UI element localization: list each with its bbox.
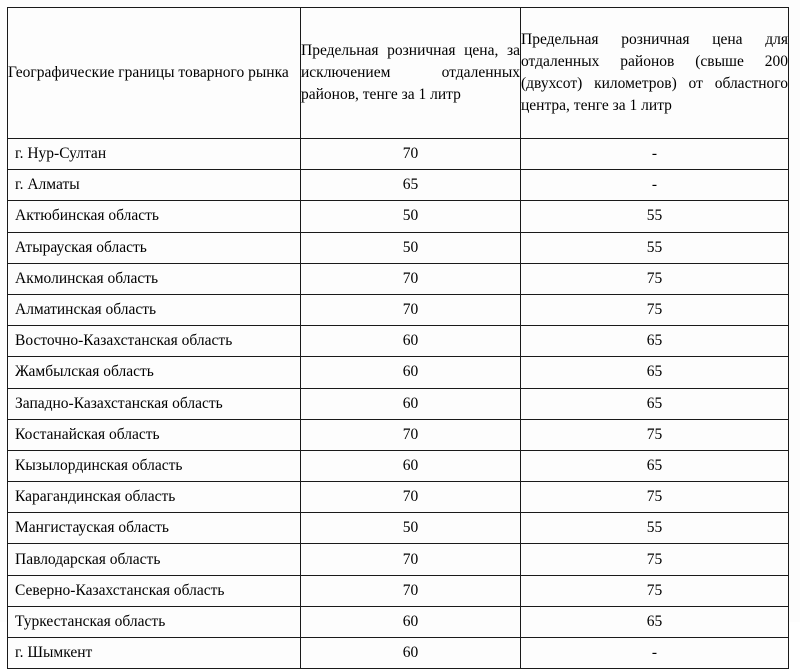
cell-region: Алматинская область bbox=[8, 294, 301, 325]
cell-region: Жамбылская область bbox=[8, 357, 301, 388]
cell-region: Карагандинская область bbox=[8, 482, 301, 513]
cell-price-standard: 60 bbox=[301, 388, 521, 419]
table-row bbox=[8, 388, 789, 419]
table-row bbox=[8, 419, 789, 450]
cell-price-standard: 50 bbox=[301, 513, 521, 544]
column-header-price-standard bbox=[301, 8, 521, 139]
cell-price-standard: 70 bbox=[301, 575, 521, 606]
cell-price-standard: 70 bbox=[301, 294, 521, 325]
cell-price-remote: 55 bbox=[521, 232, 789, 263]
cell-price-remote: 55 bbox=[521, 513, 789, 544]
cell-region: Акмолинская область bbox=[8, 263, 301, 294]
cell-price-remote: 65 bbox=[521, 388, 789, 419]
cell-region: Атырауская область bbox=[8, 232, 301, 263]
table-row bbox=[8, 450, 789, 481]
cell-price-remote: 75 bbox=[521, 419, 789, 450]
cell-region: Кызылординская область bbox=[8, 450, 301, 481]
cell-region: Павлодарская область bbox=[8, 544, 301, 575]
cell-price-remote: - bbox=[521, 170, 789, 201]
cell-region: г. Алматы bbox=[8, 170, 301, 201]
cell-price-remote: 75 bbox=[521, 294, 789, 325]
cell-price-remote: 75 bbox=[521, 482, 789, 513]
table-row bbox=[8, 294, 789, 325]
table-row bbox=[8, 232, 789, 263]
cell-price-remote: 55 bbox=[521, 201, 789, 232]
table-row bbox=[8, 513, 789, 544]
cell-price-standard: 60 bbox=[301, 326, 521, 357]
cell-price-remote: 75 bbox=[521, 575, 789, 606]
cell-price-remote: 75 bbox=[521, 263, 789, 294]
cell-region: Северно-Казахстанская область bbox=[8, 575, 301, 606]
cell-price-remote: - bbox=[521, 638, 789, 669]
cell-price-standard: 60 bbox=[301, 606, 521, 637]
table-body bbox=[8, 139, 789, 669]
column-header-price-remote-label: Предельная розничная цена для отдаленных районов (свыше 200 (двухсот) километров) от областного центра, тенге за 1 литр bbox=[521, 31, 788, 114]
table-row bbox=[8, 201, 789, 232]
cell-price-standard: 60 bbox=[301, 357, 521, 388]
table-row bbox=[8, 139, 789, 170]
cell-price-standard: 60 bbox=[301, 450, 521, 481]
column-header-price-remote bbox=[521, 8, 789, 139]
cell-price-standard: 70 bbox=[301, 482, 521, 513]
cell-region: Туркестанская область bbox=[8, 606, 301, 637]
table-row bbox=[8, 482, 789, 513]
table-row bbox=[8, 638, 789, 669]
cell-region: г. Нур-Султан bbox=[8, 139, 301, 170]
cell-price-remote: - bbox=[521, 139, 789, 170]
table-row bbox=[8, 170, 789, 201]
cell-price-standard: 70 bbox=[301, 419, 521, 450]
cell-price-standard: 70 bbox=[301, 139, 521, 170]
cell-region: г. Шымкент bbox=[8, 638, 301, 669]
column-header-geography bbox=[8, 8, 301, 139]
cell-price-standard: 70 bbox=[301, 544, 521, 575]
cell-region: Западно-Казахстанская область bbox=[8, 388, 301, 419]
cell-price-remote: 65 bbox=[521, 326, 789, 357]
cell-region: Мангистауская область bbox=[8, 513, 301, 544]
table-header bbox=[8, 8, 789, 139]
table-row bbox=[8, 544, 789, 575]
cell-price-remote: 65 bbox=[521, 606, 789, 637]
cell-price-standard: 50 bbox=[301, 201, 521, 232]
table-row bbox=[8, 575, 789, 606]
cell-region: Восточно-Казахстанская область bbox=[8, 326, 301, 357]
cell-price-remote: 75 bbox=[521, 544, 789, 575]
table-row bbox=[8, 263, 789, 294]
cell-price-standard: 65 bbox=[301, 170, 521, 201]
cell-price-standard: 70 bbox=[301, 263, 521, 294]
table-row bbox=[8, 357, 789, 388]
cell-price-remote: 65 bbox=[521, 450, 789, 481]
column-header-geography-label: Географические границы товарного рынка bbox=[8, 64, 289, 81]
cell-price-remote: 65 bbox=[521, 357, 789, 388]
cell-region: Актюбинская область bbox=[8, 201, 301, 232]
column-header-price-standard-label: Предельная розничная цена, за исключением отдаленных районов, тенге за 1 литр bbox=[301, 42, 520, 103]
table-header-row bbox=[8, 8, 789, 139]
cell-region: Костанайская область bbox=[8, 419, 301, 450]
cell-price-standard: 60 bbox=[301, 638, 521, 669]
price-limits-table bbox=[7, 7, 789, 669]
cell-price-standard: 50 bbox=[301, 232, 521, 263]
table-row bbox=[8, 326, 789, 357]
